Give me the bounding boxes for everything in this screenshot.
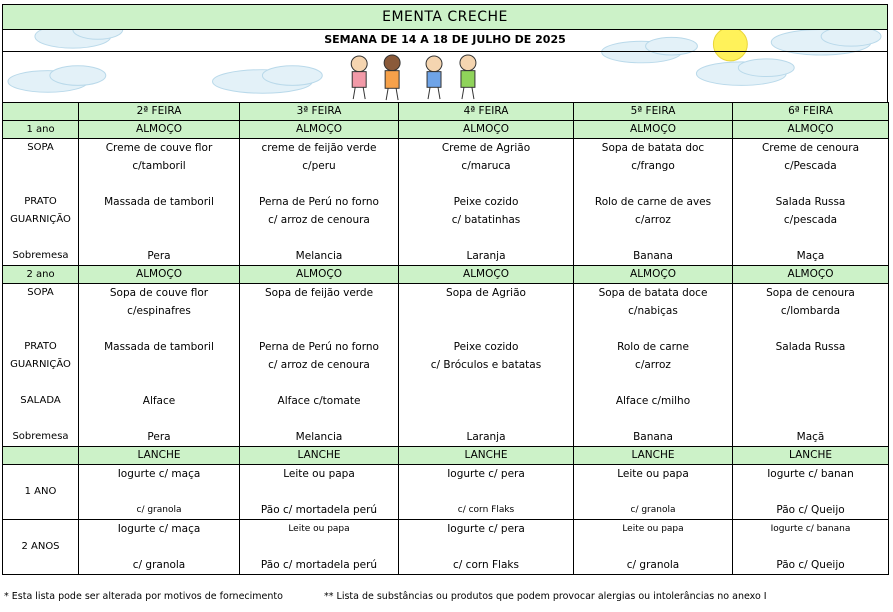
menu-cell [399,392,574,410]
menu-cell: c/ arroz de cenoura [240,211,399,229]
menu-cell: Iogurte c/ banana [733,520,889,539]
day-header: 3ª FEIRA [240,103,399,121]
age-label: 1 ano [3,121,79,139]
sopa-row [3,139,889,158]
corner-cell [3,103,79,121]
menu-cell: Banana [574,428,733,447]
row-label-prato: PRATO [3,193,79,211]
menu-cell: Iogurte c/ banan [733,465,889,484]
menu-cell: Alface [79,392,240,410]
row-label-sobremesa: Sobremesa [3,247,79,266]
menu-cell: Peixe cozido [399,193,574,211]
menu-cell: c/ corn Flaks [399,501,574,520]
lanche-1ano-row [3,465,889,484]
menu-cell: c/ granola [574,501,733,520]
almoco-label: ALMOÇO [79,121,240,139]
menu-cell: Perna de Perú no forno [240,338,399,356]
day-header: 4ª FEIRA [399,103,574,121]
row-label-salada: SALADA [3,392,79,410]
menu-cell: Massada de tamboril [79,338,240,356]
menu-cell: Rolo de carne [574,338,733,356]
guarnicao-row [3,356,889,374]
almoco-label: ALMOÇO [240,121,399,139]
menu-cell: Pão c/ Queijo [733,501,889,520]
menu-cell: creme de feijão verde [240,139,399,158]
guarnicao-row [3,211,889,229]
menu-cell: c/arroz [574,211,733,229]
menu-cell: Creme de couve flor [79,139,240,158]
row-label-prato: PRATO [3,338,79,356]
menu-cell: Sopa de couve flor [79,284,240,303]
footer-note-right: ** Lista de substâncias ou produtos que podem provocar alergias ou intolerâncias no anexo I [324,591,767,602]
almoco-label: ALMOÇO [79,266,240,284]
almoco-label: ALMOÇO [574,266,733,284]
menu-cell: c/pescada [733,211,889,229]
menu-cell: Sopa de Agrião [399,284,574,303]
lanche-label: LANCHE [574,447,733,465]
menu-cell: c/ corn Flaks [399,556,574,575]
day-header: 6ª FEIRA [733,103,889,121]
sopa-row [3,284,889,303]
day-header: 5ª FEIRA [574,103,733,121]
lanche-row [3,447,889,465]
almoco-label: ALMOÇO [399,266,574,284]
menu-cell: c/maruca [399,157,574,175]
menu-cell: Leite ou papa [574,465,733,484]
menu-cell: Pão c/ mortadela perú [240,556,399,575]
menu-cell: c/ granola [79,501,240,520]
menu-cell: c/Pescada [733,157,889,175]
menu-cell: Iogurte c/ maça [79,520,240,539]
menu-cell: Iogurte c/ maça [79,465,240,484]
sobremesa-row [3,247,889,266]
menu-cell: Sopa de batata doce [574,284,733,303]
prato-row [3,193,889,211]
menu-header [2,4,888,104]
menu-cell: c/ arroz de cenoura [240,356,399,374]
salada-row [3,392,889,410]
almoco-row-2ano [3,266,889,284]
menu-cell: Pão c/ Queijo [733,556,889,575]
day-header: 2ª FEIRA [79,103,240,121]
menu-cell: Banana [574,247,733,266]
age-label: 2 ANOS [3,520,79,575]
menu-cell [399,302,574,320]
menu-cell: Pera [79,428,240,447]
menu-cell: Sopa de batata doc [574,139,733,158]
menu-cell: Pão c/ mortadela perú [240,501,399,520]
menu-cell: c/ batatinhas [399,211,574,229]
menu-cell: c/ granola [574,556,733,575]
menu-table [2,102,889,575]
menu-cell [79,356,240,374]
menu-cell: c/arroz [574,356,733,374]
lanche-label: LANCHE [733,447,889,465]
menu-cell: Alface c/tomate [240,392,399,410]
menu-cell: c/lombarda [733,302,889,320]
sobremesa-row [3,428,889,447]
lanche-2anos-row-2 [3,556,889,575]
menu-cell: Laranja [399,428,574,447]
lanche-label: LANCHE [399,447,574,465]
day-header-row [3,103,889,121]
menu-cell: Maça [733,247,889,266]
menu-cell [733,356,889,374]
lanche-2anos-row [3,520,889,539]
menu-cell: Melancia [240,247,399,266]
almoco-label: ALMOÇO [399,121,574,139]
age-label: 2 ano [3,266,79,284]
menu-cell: Laranja [399,247,574,266]
menu-cell: Alface c/milho [574,392,733,410]
row-label-guarnicao: GUARNIÇÃO [3,356,79,374]
almoco-label: ALMOÇO [733,121,889,139]
almoco-label: ALMOÇO [574,121,733,139]
menu-cell [733,392,889,410]
menu-cell: Rolo de carne de aves [574,193,733,211]
menu-cell [79,211,240,229]
almoco-label: ALMOÇO [240,266,399,284]
menu-cell: c/peru [240,157,399,175]
row-label-sopa: SOPA [3,139,79,158]
menu-cell: Maçã [733,428,889,447]
lanche-1ano-row-2 [3,501,889,520]
menu-cell: c/espinafres [79,302,240,320]
menu-cell: Peixe cozido [399,338,574,356]
menu-cell: Salada Russa [733,338,889,356]
sopa-row-2 [3,302,889,320]
prato-row [3,338,889,356]
menu-cell: Massada de tamboril [79,193,240,211]
lanche-label: LANCHE [79,447,240,465]
almoco-row-1ano [3,121,889,139]
menu-cell: Leite ou papa [574,520,733,539]
menu-cell: Creme de Agrião [399,139,574,158]
menu-cell: c/frango [574,157,733,175]
menu-cell: Sopa de feijão verde [240,284,399,303]
menu-cell: Salada Russa [733,193,889,211]
menu-cell: Leite ou papa [240,520,399,539]
almoco-label: ALMOÇO [733,266,889,284]
row-label-sopa: SOPA [3,284,79,303]
menu-title: EMENTA CRECHE [3,5,887,30]
row-label-guarnicao: GUARNIÇÃO [3,211,79,229]
age-label: 1 ANO [3,465,79,520]
menu-cell: Creme de cenoura [733,139,889,158]
menu-cell: Iogurte c/ pera [399,520,574,539]
menu-cell: Sopa de cenoura [733,284,889,303]
menu-cell [240,302,399,320]
menu-cell: Pera [79,247,240,266]
week-label: SEMANA DE 14 A 18 DE JULHO DE 2025 [3,29,887,52]
menu-cell: c/tamboril [79,157,240,175]
menu-cell: c/ granola [79,556,240,575]
menu-cell: Leite ou papa [240,465,399,484]
sopa-row-2 [3,157,889,175]
menu-cell: c/ Bróculos e batatas [399,356,574,374]
menu-cell: Perna de Perú no forno [240,193,399,211]
row-label-sobremesa: Sobremesa [3,428,79,447]
menu-cell: Iogurte c/ pera [399,465,574,484]
menu-cell: c/nabiças [574,302,733,320]
footer-note-left: * Esta lista pode ser alterada por motivos de fornecimento [4,591,283,602]
lanche-label: LANCHE [240,447,399,465]
menu-cell: Melancia [240,428,399,447]
